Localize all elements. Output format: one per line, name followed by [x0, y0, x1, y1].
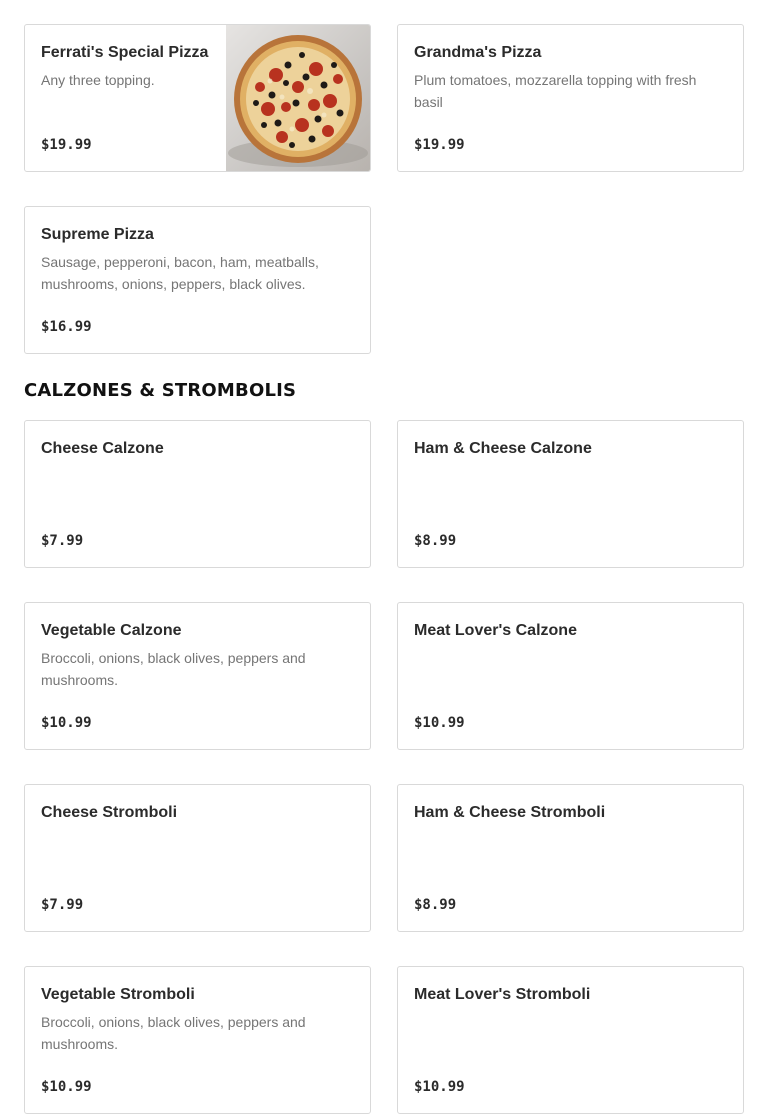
- menu-item-name: Vegetable Calzone: [41, 622, 182, 639]
- menu-item-price: $7.99: [41, 897, 84, 913]
- menu-item-description: Any three topping.: [41, 72, 155, 88]
- menu-item-price: $10.99: [414, 1079, 465, 1095]
- menu-item-description: Broccoli, onions, black olives, peppers and mushrooms.: [41, 650, 306, 688]
- menu-item-cheese-stromboli[interactable]: [24, 784, 371, 932]
- menu-item-description: Plum tomatoes, mozzarella topping with fresh basil: [414, 72, 697, 110]
- menu-item-name: Ham & Cheese Calzone: [414, 440, 592, 457]
- menu-item-price: $7.99: [41, 533, 84, 549]
- menu-item-name: Grandma's Pizza: [414, 44, 542, 61]
- menu-item-name: Vegetable Stromboli: [41, 986, 195, 1003]
- menu-item-ferratis-special-pizza[interactable]: [24, 24, 371, 172]
- pizza-photo: [226, 25, 370, 171]
- menu-item-description: Sausage, pepperoni, bacon, ham, meatballs, mushrooms, onions, peppers, black olives.: [41, 254, 319, 292]
- menu-item-price: $10.99: [41, 715, 92, 731]
- menu-item-grandmas-pizza[interactable]: [397, 24, 744, 172]
- menu-item-price: $8.99: [414, 533, 457, 549]
- menu-item-name: Supreme Pizza: [41, 226, 154, 243]
- menu-item-meat-lovers-stromboli[interactable]: [397, 966, 744, 1114]
- menu-item-meat-lovers-calzone[interactable]: [397, 602, 744, 750]
- pizza-image: [226, 25, 370, 171]
- menu-item-price: $19.99: [414, 137, 465, 153]
- menu-item-price: $10.99: [41, 1079, 92, 1095]
- menu-item-name: Cheese Stromboli: [41, 804, 178, 821]
- menu-item-price: $8.99: [414, 897, 457, 913]
- menu-item-ham-cheese-calzone[interactable]: [397, 420, 744, 568]
- menu-item-supreme-pizza[interactable]: [24, 206, 371, 354]
- menu-item-cheese-calzone[interactable]: [24, 420, 371, 568]
- menu-item-price: $10.99: [414, 715, 465, 731]
- menu-item-name: Ferrati's Special Pizza: [41, 44, 209, 61]
- menu-item-price: $19.99: [41, 137, 92, 153]
- menu-item-vegetable-stromboli[interactable]: [24, 966, 371, 1114]
- menu-item-price: $16.99: [41, 319, 92, 335]
- section-title-calzones-strombolis: CALZONES & STROMBOLIS: [24, 380, 297, 401]
- menu-item-vegetable-calzone[interactable]: [24, 602, 371, 750]
- menu-item-name: Meat Lover's Calzone: [414, 622, 577, 639]
- menu-item-name: Meat Lover's Stromboli: [414, 986, 591, 1003]
- menu-item-name: Cheese Calzone: [41, 440, 164, 457]
- menu-item-description: Broccoli, onions, black olives, peppers and mushrooms.: [41, 1014, 306, 1052]
- menu-item-ham-cheese-stromboli[interactable]: [397, 784, 744, 932]
- menu-item-name: Ham & Cheese Stromboli: [414, 804, 606, 821]
